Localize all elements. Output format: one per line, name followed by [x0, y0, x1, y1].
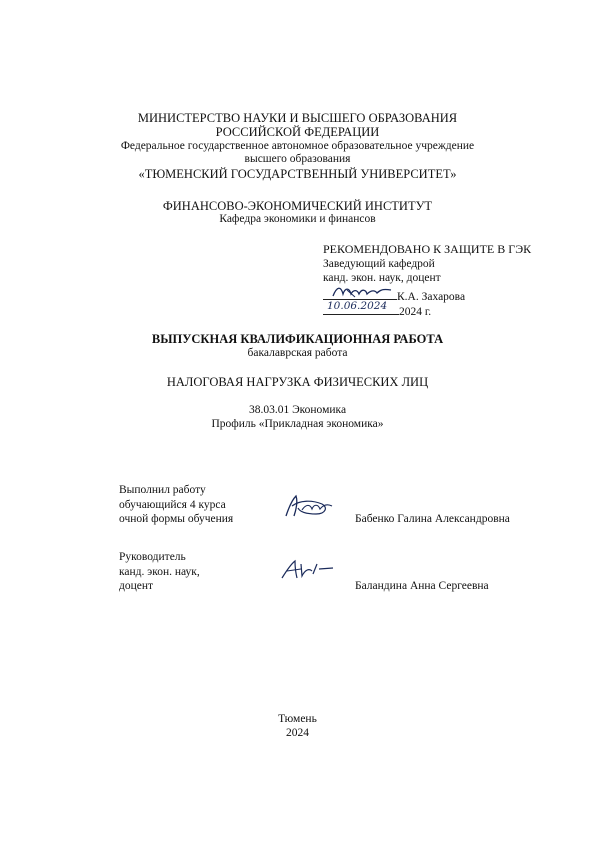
university-name: «ТЮМЕНСКИЙ ГОСУДАРСТВЕННЫЙ УНИВЕРСИТЕТ»: [138, 167, 457, 181]
approval-date-blank: [323, 302, 399, 315]
author-line-2: обучающийся 4 курса: [119, 499, 226, 511]
work-type: ВЫПУСКНАЯ КВАЛИФИКАЦИОННАЯ РАБОТА: [151, 332, 444, 346]
specialty: 38.03.01 Экономика: [248, 404, 347, 416]
institution-line-1: Федеральное государственное автономное образовательное учреждение: [120, 140, 475, 152]
work-topic: НАЛОГОВАЯ НАГРУЗКА ФИЗИЧЕСКИХ ЛИЦ: [166, 375, 429, 389]
author-signature-icon: [282, 492, 334, 520]
supervisor-line-1: Руководитель: [119, 551, 186, 563]
head-signature-icon: [331, 284, 393, 300]
institute-name: ФИНАНСОВО-ЭКОНОМИЧЕСКИЙ ИНСТИТУТ: [162, 199, 433, 213]
approval-date-line: [323, 302, 431, 319]
approval-handwritten-date: 10.06.2024: [327, 300, 388, 312]
approval-signature-blank: [323, 287, 397, 300]
institution-line-2: высшего образования: [244, 153, 351, 165]
approval-year: 2024 г.: [399, 306, 432, 318]
work-subtype: бакалаврская работа: [247, 347, 348, 359]
department-name: Кафедра экономики и финансов: [219, 213, 376, 225]
supervisor-name: Баландина Анна Сергеевна: [355, 580, 489, 592]
author-line-1: Выполнил работу: [119, 484, 206, 496]
ministry-line-1: МИНИСТЕРСТВО НАУКИ И ВЫСШЕГО ОБРАЗОВАНИЯ: [137, 111, 458, 125]
supervisor-signature-icon: [279, 558, 335, 582]
author-name: Бабенко Галина Александровна: [355, 513, 510, 525]
approval-degree: канд. экон. наук, доцент: [323, 272, 441, 284]
approval-heading: РЕКОМЕНДОВАНО К ЗАЩИТЕ В ГЭК: [323, 242, 532, 256]
author-line-3: очной формы обучения: [119, 513, 234, 525]
profile: Профиль «Прикладная экономика»: [211, 418, 384, 430]
footer-city: Тюмень: [278, 713, 317, 725]
approval-signer-name: К.А. Захарова: [397, 291, 466, 303]
ministry-line-2: РОССИЙСКОЙ ФЕДЕРАЦИИ: [215, 125, 380, 139]
supervisor-line-3: доцент: [119, 580, 154, 592]
approval-role: Заведующий кафедрой: [323, 258, 435, 270]
footer-year: 2024: [286, 727, 309, 739]
supervisor-line-2: канд. экон. наук,: [119, 566, 200, 578]
